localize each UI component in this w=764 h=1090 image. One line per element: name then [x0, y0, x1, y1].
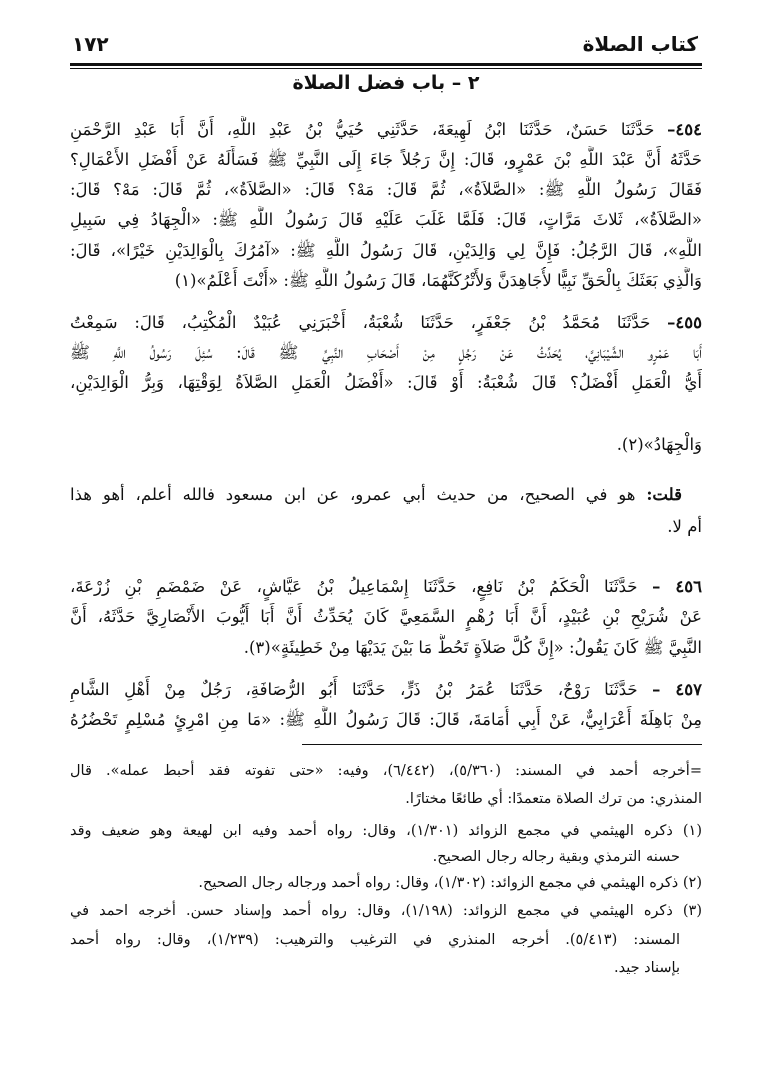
hadith-456-line: النَّبِيَّ ﷺ كَانَ يَقُولُ: «إِنَّ كُلَّ صَلاَةٍ تَحُطُّ مَا بَيْنَ يَدَيْهَا مِنْ خَطِيئَةٍ»(٣). [243, 638, 702, 657]
header-rule-thin [70, 68, 702, 69]
hadith-text: حَدَّثَنَا الْحَكَمُ بْنُ نَافِعٍ، حَدَّثَنَا إِسْمَاعِيلُ بْنُ عَيَّاشٍ، عَنْ ضَمْضَمِ بْنِ زُرْعَةَ، [70, 577, 638, 596]
note-line [70, 481, 702, 509]
hadith-454-line: «الصَّلاَةُ»، ثَلاثَ مَرَّاتٍ، قَالَ: فَلَمَّا غَلَبَ عَلَيْهِ قَالَ رَسُولُ اللَّهِ ﷺ: «الْجِهَادُ فِي سَبِيلِ [70, 210, 702, 229]
hadith-454-line: حَدَّثَهُ أَنَّ عَبْدَ اللَّهِ بْنَ عَمْرٍو، قَالَ: إِنَّ رَجُلاً جَاءَ إِلَى النَّبِيِّ ﷺ فَسَأَلَهُ عَنْ أَفْضَلِ الأَعْمَالِ؟ [70, 150, 702, 169]
page-number: ١٧٢ [72, 32, 109, 56]
hadith-number: ٤٥٧ – [652, 680, 702, 699]
hadith-text: حَدَّثَنَا رَوْحٌ، حَدَّثَنَا عُمَرُ بْنُ ذَرٍّ، حَدَّثَنَا أَبُو الرُّصَافَةِ، رَجُلٌ مِنْ أَهْلِ الشَّامِ [70, 680, 638, 699]
hadith-454-line: اللَّهِ»، قَالَ الرَّجُلُ: فَإِنَّ لِي وَالِدَيْنِ، قَالَ رَسُولُ اللَّهِ ﷺ: «آمُرُكَ بِالْوَالِدَيْنِ خَيْرًا»، قَالَ: [70, 241, 702, 260]
hadith-number: ٤٥٤– [667, 120, 702, 139]
hadith-457-line [70, 676, 702, 704]
footnote-line: =أخرجه أحمد في المسند: (٥/٣٦٠)، (٦/٤٤٢)، وفيه: «حتى تفوته فقد أحبط عمله». قال [70, 763, 702, 779]
footnote-line: المسند: (٥/٤١٣). أخرجه المنذري في الترغيب والترهيب: (١/٢٣٩)، وقال: رواه أحمد [70, 932, 680, 948]
footnote-line: (١) ذكره الهيثمي في مجمع الزوائد (١/٣٠١)، وقال: رواه أحمد وفيه ابن لهيعة وهو ضعيف وقد [70, 823, 702, 839]
hadith-455-line: وَالْجِهَادُ»(٢). [616, 435, 702, 454]
footnote-line: المنذري: من ترك الصلاة متعمدًا: أي طائعًا مختارًا. [405, 791, 702, 807]
hadith-text: حَدَّثَنَا مُحَمَّدُ بْنُ جَعْفَرٍ، حَدَّثَنَا شُعْبَةُ، أَخْبَرَنِي عُبَيْدٌ الْمُكْتِبُ، قَالَ: سَمِعْتُ [70, 313, 651, 332]
chapter-title: ٢ – باب فضل الصلاة [292, 72, 480, 94]
hadith-454-line [70, 116, 702, 144]
hadith-455-line: أَيُّ الْعَمَلِ أَفْضَلُ؟ قَالَ شُعْبَةُ: أَوْ قَالَ: «أَفْضَلُ الْعَمَلِ الصَّلاَةُ لِوَقْتِهَا، وَبِرُّ الْوَالِدَيْنِ، [70, 373, 702, 392]
hadith-454-line: وَالَّذِي بَعَثَكَ بِالْحَقِّ نَبِيًّا لأُجَاهِدَنَّ وَلأَتْرُكَنَّهُمَا، قَالَ رَسُولُ اللَّهِ ﷺ: «أَنْتَ أَعْلَمُ»(١) [174, 271, 702, 290]
note-line: أم لا. [667, 517, 702, 536]
hadith-456-line: عَنْ شُرَيْحِ بْنِ عُبَيْدٍ، أَنَّ أَبَا رُهْمٍ السَّمَعِيَّ كَانَ يُحَدِّثُ أَنَّ أَبَا أَيُّوبَ الأَنْصَارِيَّ حَدَّثَهُ، أَنَّ [70, 607, 702, 626]
note-text: هو في الصحيح، من حديث أبي عمرو، عن ابن مسعود فالله أعلم، أهو هذا [70, 485, 636, 504]
hadith-455-line [70, 309, 702, 337]
header-rule [70, 63, 702, 66]
hadith-457-line: مِنْ بَاهِلَةَ أَعْرَابِيٌّ، عَنْ أَبِي أُمَامَةَ، قَالَ: قَالَ رَسُولُ اللَّهِ ﷺ: «مَا مِنِ امْرِئٍ مُسْلِمٍ تَحْضُرُهُ [70, 710, 702, 729]
footnote-line: حسنه الترمذي وبقية رجاله رجال الصحيح. [432, 849, 680, 865]
hadith-456-line [70, 573, 702, 601]
footnote-line: بإسناد جيد. [613, 960, 680, 976]
note-label: قلت: [646, 485, 682, 504]
hadith-text: حَدَّثَنَا حَسَنٌ، حَدَّثَنَا ابْنُ لَهِيعَةَ، حَدَّثَنِي حُيَيُّ بْنُ عَبْدِ اللَّهِ، أَنَّ أَبَا عَبْدِ الرَّحْمَنِ [70, 120, 655, 139]
footnote-line: (٢) ذكره الهيثمي في مجمع الزوائد: (١/٣٠٢)، وقال: رواه أحمد ورجاله رجال الصحيح. [198, 875, 702, 891]
footnote-line: (٣) ذكره الهيثمي في مجمع الزوائد: (١/١٩٨)، وقال: رواه أحمد وإسناد حسن. أخرجه احمد في [70, 903, 702, 919]
hadith-number: ٤٥٦ – [652, 577, 702, 596]
hadith-number: ٤٥٥– [667, 313, 702, 332]
running-title: كتاب الصلاة [582, 32, 698, 56]
footnote-separator [302, 744, 702, 745]
hadith-455-line: أَبَا عَمْرٍو الشَّيْبَانِيَّ، يُحَدِّثُ عَنْ رَجُلٍ مِنْ أَصْحَابِ النَّبِيِّ ﷺ قَالَ: سُئِلَ رَسُولُ اللَّهِ ﷺ [70, 343, 702, 362]
hadith-454-line: فَقَالَ رَسُولُ اللَّهِ ﷺ: «الصَّلاَةُ»، ثُمَّ قَالَ: مَهْ؟ قَالَ: «الصَّلاَةُ»، ثُمَّ قَالَ: مَهْ؟ قَالَ: [70, 180, 702, 199]
